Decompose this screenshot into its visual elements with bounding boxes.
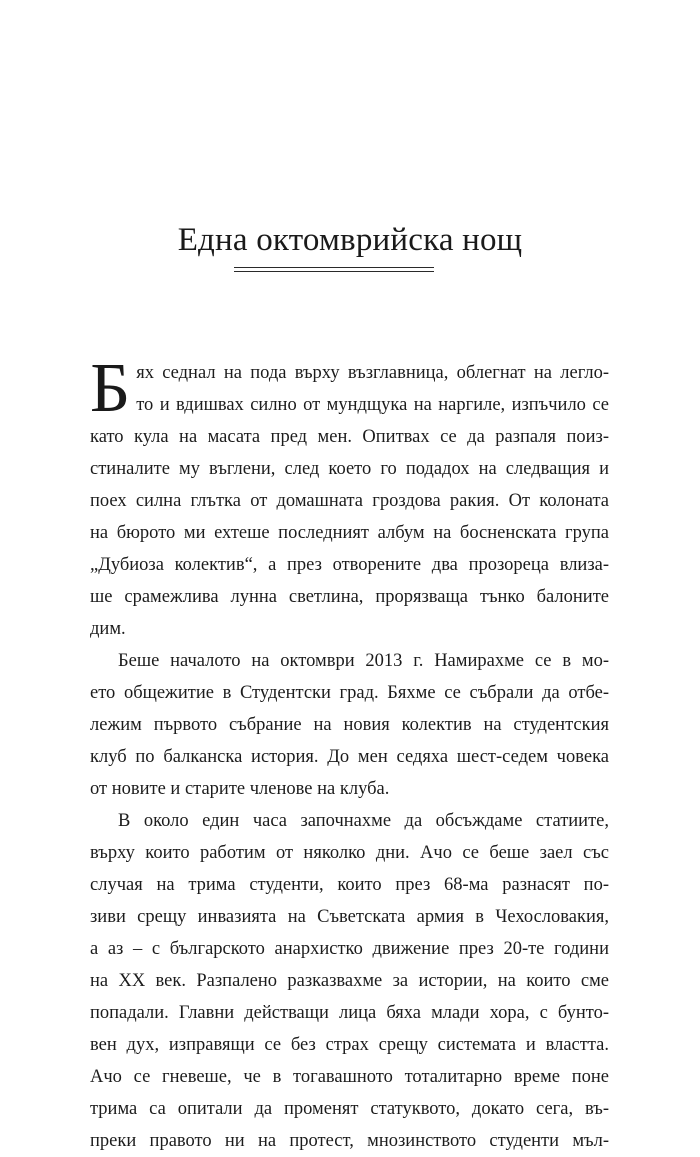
paragraph-3 <box>90 805 609 1157</box>
text-line: Ачо се гневеше, че в тогавашното тоталитарно време поне <box>90 1067 609 1087</box>
paragraph-1 <box>90 350 609 645</box>
text-line: преки правото ни на протест, мнозинството студенти мъл- <box>90 1131 609 1151</box>
title-double-rule <box>234 267 434 273</box>
text-line: В около един часа започнахме да обсъждаме статиите, <box>118 811 609 831</box>
text-line: клуб по балканска история. До мен седяха шест-седем човека <box>90 747 609 767</box>
text-line: а аз – с българското анархистко движение през 20-те години <box>90 939 609 959</box>
text-line: стиналите му въглени, след което го подадох на следващия и <box>90 459 609 479</box>
text-line: случая на трима студенти, които през 68-ма разнасят по- <box>90 875 609 895</box>
text-line: дим. <box>90 619 126 639</box>
chapter-title: Една октомврийска нощ <box>177 222 523 258</box>
body-text <box>90 350 609 1157</box>
text-line: ях седнал на пода върху възглавница, облегнат на легло- <box>136 363 609 383</box>
text-line: трима са опитали да променят статуквото, докато сега, въ- <box>90 1099 609 1119</box>
text-line: вен дух, изправящи се без страх срещу системата и властта. <box>90 1035 609 1055</box>
text-line: на бюрото ми ехтеше последният албум на босненската група <box>90 523 609 543</box>
text-line: върху които работим от няколко дни. Ачо се беше заел със <box>90 843 609 863</box>
text-line: ето общежитие в Студентски град. Бяхме се събрали да отбе- <box>90 683 609 703</box>
text-line: от новите и старите членове на клуба. <box>90 779 390 799</box>
rule-line-thick <box>234 267 434 268</box>
text-line: като кула на масата пред мен. Опитвах се да разпаля поиз- <box>90 427 609 447</box>
text-line: лежим първото събрание на новия колектив на студентския <box>90 715 609 735</box>
paragraph-2 <box>90 645 609 805</box>
text-line: Беше началото на октомври 2013 г. Намирахме се в мо- <box>118 651 609 671</box>
text-line: зиви срещу инвазията на Съветската армия в Чехословакия, <box>90 907 609 927</box>
rule-line-thin <box>234 271 434 272</box>
text-line: „Дубиоза колектив“, а през отворените два прозореца влиза- <box>90 555 609 575</box>
text-line: то и вдишвах силно от мундщука на наргиле, изпъчило се <box>136 395 609 415</box>
text-line: попадали. Главни действащи лица бяха млади хора, с бунто- <box>90 1003 609 1023</box>
text-line: на XX век. Разпалено разказвахме за истории, на които сме <box>90 971 609 991</box>
text-line: ше срамежлива лунна светлина, прорязваща тънко балоните <box>90 587 609 607</box>
text-line: поех силна глътка от домашната гроздова ракия. От колоната <box>90 491 609 511</box>
drop-cap: Б <box>90 350 131 427</box>
